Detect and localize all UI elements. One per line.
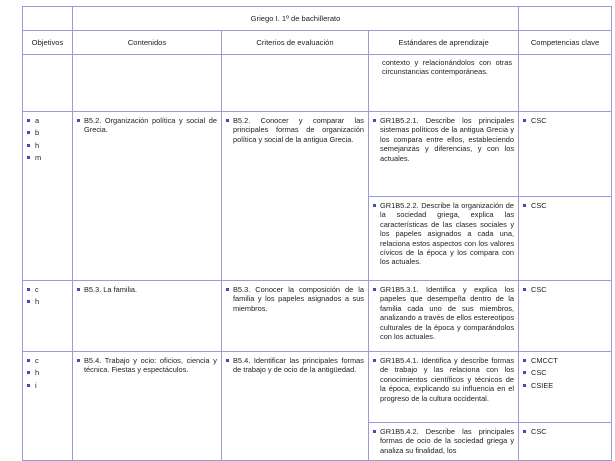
cell-estandar-b522 [369, 197, 519, 281]
objetivo-label: i [35, 380, 37, 390]
list-item [523, 368, 607, 377]
cell-contenido-b52 [73, 112, 222, 281]
header-objetivos: Objetivos [23, 31, 73, 55]
list-item [27, 128, 68, 137]
estandar-text: GR1B5.4.1. Identifica y describe formas de trabajo y las relaciona con los conocimientos científicos y técnicos de la época, explicando su influencia en el progreso de la cultura occidental. [380, 356, 515, 403]
competencia-label: CSC [531, 285, 547, 294]
bullet-icon [226, 288, 229, 291]
bullet-icon [27, 131, 30, 134]
competencias-list [523, 427, 607, 436]
table-title: Griego I. 1º de bachillerato [73, 7, 519, 31]
objetivos-list-b52 [27, 116, 68, 163]
competencia-label: CSIEE [531, 380, 554, 390]
competencias-list [523, 116, 607, 125]
cell-estandar-b541 [369, 352, 519, 423]
bullet-icon [27, 300, 30, 303]
cell-competencias-b531 [519, 281, 612, 352]
header-criterios: Criterios de evaluación [222, 31, 369, 55]
title-row-blank-right [519, 7, 612, 31]
bullet-icon [77, 359, 80, 362]
cell-competencias-b541 [519, 352, 612, 423]
estandar-text: GR1B5.3.1. Identifica y explica los papeles que desempeña dentro de la familia cada uno de sus miembros, analizando a través de ellos estereotipos culturales de la época y comparándolos con los actuales. [380, 285, 515, 342]
estandar-text: GR1B5.2.2. Describe la organización de la sociedad griega, explica las características de las clases sociales y los papeles asignados a cada una, relaciona estos aspectos con los valores cívicos de la época y los compara con los actuales. [380, 201, 515, 267]
bullet-icon [27, 371, 30, 374]
cell-objetivos-b52 [23, 112, 73, 281]
bullet-icon [523, 204, 526, 207]
cell-contenidos-empty [73, 55, 222, 112]
contenido-text: B5.3. La familia. [84, 285, 137, 294]
objetivo-label: b [35, 128, 40, 138]
bullet-icon [523, 119, 526, 122]
cell-competencias-empty [519, 55, 612, 112]
objetivo-label: c [35, 356, 39, 365]
cell-competencias-b542 [519, 423, 612, 461]
table-row-carryover [23, 55, 612, 112]
list-item [27, 381, 68, 390]
curriculum-table [22, 6, 612, 461]
competencias-list [523, 285, 607, 294]
header-contenidos: Contenidos [73, 31, 222, 55]
list-item [27, 153, 68, 162]
bullet-icon [373, 288, 376, 291]
bullet-icon [523, 359, 526, 362]
list-item [523, 285, 607, 294]
cell-competencias-b521 [519, 112, 612, 197]
contenido-text: B5.4. Trabajo y ocio: oficios, ciencia y técnica. Fiestas y espectáculos. [84, 356, 217, 375]
bullet-icon [373, 359, 376, 362]
list-item [27, 285, 68, 294]
cell-criterio-b54 [222, 352, 369, 461]
list-item [523, 427, 607, 436]
cell-estandar-b531 [369, 281, 519, 352]
table-row-b53 [23, 281, 612, 352]
table-row-b54 [23, 352, 612, 423]
bullet-icon [77, 288, 80, 291]
title-row [23, 7, 612, 31]
objetivos-list-b54 [27, 356, 68, 390]
list-item [523, 116, 607, 125]
cell-competencias-b522 [519, 197, 612, 281]
bullet-icon [523, 384, 526, 387]
objetivo-label: h [35, 368, 40, 378]
competencias-list [523, 201, 607, 210]
bullet-icon [27, 384, 30, 387]
bullet-icon [27, 156, 30, 159]
objetivo-label: h [35, 140, 40, 150]
bullet-icon [27, 288, 30, 291]
cell-estandar-carryover [369, 55, 519, 112]
bullet-icon [373, 204, 376, 207]
objetivos-list-b53 [27, 285, 68, 307]
cell-estandar-b521 [369, 112, 519, 197]
bullet-icon [523, 430, 526, 433]
list-item [27, 356, 68, 365]
estandar-carryover-text: contexto y relacionándolos con otras circunstancias contemporáneas. [382, 58, 513, 77]
competencia-label: CSC [531, 116, 547, 125]
header-estandares: Estándares de aprendizaje [369, 31, 519, 55]
objetivo-label: c [35, 285, 39, 294]
list-item [27, 297, 68, 306]
header-row [23, 31, 612, 55]
header-competencias: Competencias clave [519, 31, 612, 55]
cell-estandar-b542 [369, 423, 519, 461]
objetivo-label: h [35, 297, 40, 307]
criterio-text: B5.4. Identificar las principales formas de trabajo y de ocio de la antigüedad. [233, 356, 364, 375]
contenido-text: B5.2. Organización política y social de Grecia. [84, 116, 217, 135]
cell-criterio-b52 [222, 112, 369, 281]
cell-criterios-empty [222, 55, 369, 112]
bullet-icon [373, 119, 376, 122]
list-item [27, 141, 68, 150]
list-item [523, 381, 607, 390]
cell-contenido-b54 [73, 352, 222, 461]
competencia-label: CSC [531, 368, 547, 378]
competencia-label: CSC [531, 427, 547, 436]
competencias-list [523, 356, 607, 390]
cell-objetivos-empty [23, 55, 73, 112]
competencia-label: CMCCT [531, 356, 558, 365]
cell-objetivos-b53 [23, 281, 73, 352]
table-row-b52 [23, 112, 612, 197]
list-item [27, 116, 68, 125]
bullet-icon [27, 144, 30, 147]
bullet-icon [523, 371, 526, 374]
bullet-icon [226, 119, 229, 122]
title-row-blank [23, 7, 73, 31]
bullet-icon [523, 288, 526, 291]
objetivo-label: m [35, 153, 42, 163]
criterio-text: B5.2. Conocer y comparar las principales formas de organización política y social de la antigua Grecia. [233, 116, 364, 144]
criterio-text: B5.3. Conocer la composición de la familia y los papeles asignados a sus miembros. [233, 285, 364, 313]
bullet-icon [27, 359, 30, 362]
objetivo-label: a [35, 116, 40, 125]
bullet-icon [77, 119, 80, 122]
list-item [27, 368, 68, 377]
competencia-label: CSC [531, 201, 547, 210]
list-item [523, 356, 607, 365]
cell-objetivos-b54 [23, 352, 73, 461]
bullet-icon [373, 430, 376, 433]
cell-criterio-b53 [222, 281, 369, 352]
list-item [523, 201, 607, 210]
bullet-icon [226, 359, 229, 362]
estandar-text: GR1B5.4.2. Describe las principales formas de ocio de la sociedad griega y analiza su finalidad, los [380, 427, 515, 455]
estandar-text: GR1B5.2.1. Describe los principales sistemas políticos de la antigua Grecia y los compara entre ellos, estableciendo semejanzas y diferencias, y con los actuales. [380, 116, 515, 163]
cell-contenido-b53 [73, 281, 222, 352]
bullet-icon [27, 119, 30, 122]
